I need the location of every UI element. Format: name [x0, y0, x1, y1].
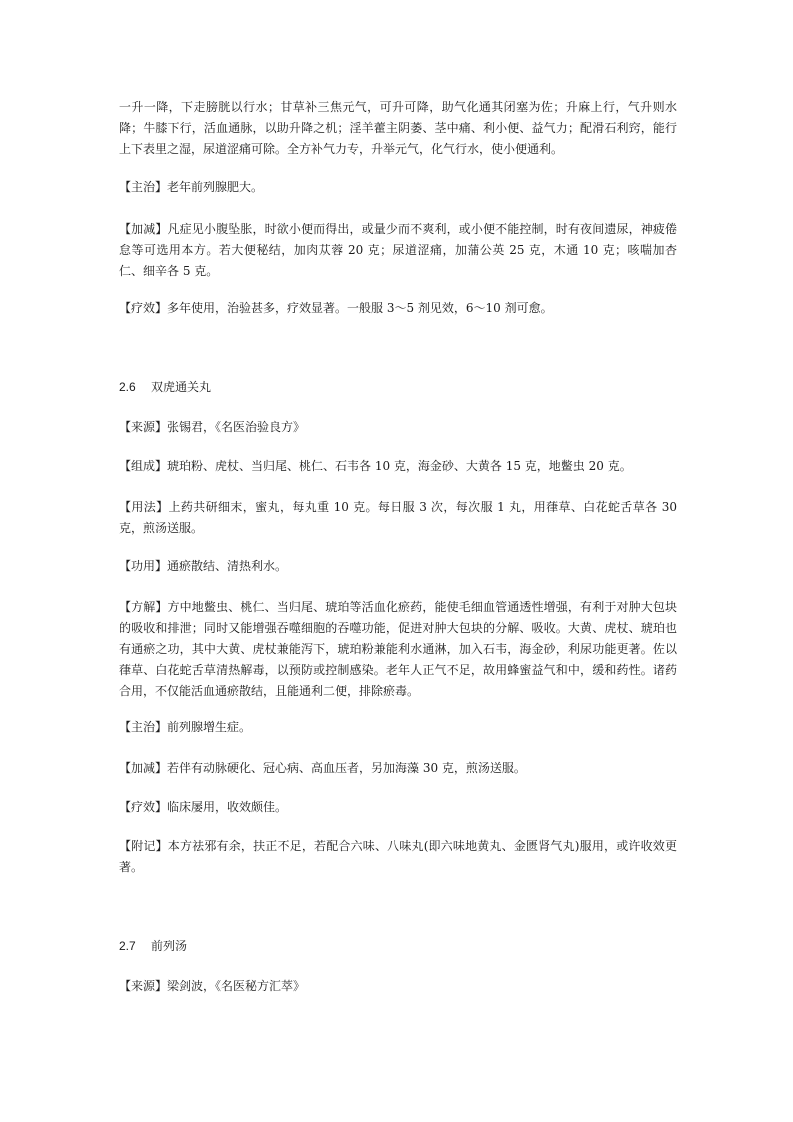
section-2-6-title: 双虎通关丸: [150, 380, 211, 394]
section-2-6-appendix: 【附记】本方祛邪有余，扶正不足，若配合六味、八味丸(即六味地黄丸、金匮肾气丸)服用，或许收效更著。: [119, 839, 677, 874]
section-2-7-title: 前列汤: [150, 939, 187, 953]
prev-indications: 【主治】老年前列腺肥大。: [119, 180, 264, 194]
section-2-6-number: 2.6: [119, 380, 136, 394]
section-2-6-heading: [119, 378, 211, 396]
section-2-7-heading: [119, 937, 187, 955]
prev-modifications: 【加减】凡症见小腹坠胀，时欲小便而得出，或量少而不爽利，或小便不能控制，时有夜间遗尿，神疲倦怠等可选用本方。若大便秘结，加肉苁蓉 20 克；尿道涩痛，加蒲公英 25 克，木通 10 克；咳喘加杏仁、细辛各 5 克。: [119, 222, 677, 278]
section-2-6-source: 【来源】张锡君，《名医治验良方》: [119, 420, 306, 434]
section-2-7-number: 2.7: [119, 939, 136, 953]
section-2-6-function: 【功用】通瘀散结、清热利水。: [119, 559, 288, 573]
section-2-6-explanation: 【方解】方中地鳖虫、桃仁、当归尾、琥珀等活血化瘀药，能使毛细血管通透性增强，有利于对肿大包块的吸收和排泄；同时又能增强吞噬细胞的吞噬功能，促进对肿大包块的分解、吸收。大黄、虎杖、琥珀也有通瘀之功，其中大黄、虎杖兼能泻下，琥珀粉兼能利水通淋，加入石韦，海金砂，利尿功能更著。佐以葎草、白花蛇舌草清热解毒，以预防或控制感染。老年人正气不足，故用蜂蜜益气和中，缓和药性。诸药合用，不仅能活血通瘀散结，且能通利二便，排除瘀毒。: [119, 600, 677, 698]
section-2-6-composition: 【组成】琥珀粉、虎杖、当归尾、桃仁、石韦各 10 克，海金砂、大黄各 15 克，地鳖虫 20 克。: [119, 459, 632, 473]
section-2-6-usage: 【用法】上药共研细末，蜜丸，每丸重 10 克。每日服 3 次，每次服 1 丸，用葎草、白花蛇舌草各 30 克，煎汤送服。: [119, 500, 677, 535]
section-2-6-modifications: 【加减】若伴有动脉硬化、冠心病、高血压者，另加海藻 30 克，煎汤送服。: [119, 761, 526, 775]
section-2-6-efficacy: 【疗效】临床屡用，收效颇佳。: [119, 800, 288, 814]
section-2-7-source: 【来源】梁剑波，《名医秘方汇萃》: [119, 979, 306, 993]
prev-efficacy: 【疗效】多年使用，治验甚多，疗效显著。一般服 3～5 剂见效，6～10 剂可愈。: [119, 301, 553, 315]
section-2-6-indications: 【主治】前列腺增生症。: [119, 720, 252, 734]
intro-continuation-paragraph: 一升一降，下走膀胱以行水；甘草补三焦元气，可升可降，助气化通其闭塞为佐；升麻上行，气升则水降；牛膝下行，活血通脉，以助升降之机；淫羊藿主阴萎、茎中痛、利小便、益气力；配滑石利窍，能行上下表里之湿，尿道涩痛可除。全方补气力专，升举元气，化气行水，使小便通利。: [119, 100, 677, 156]
